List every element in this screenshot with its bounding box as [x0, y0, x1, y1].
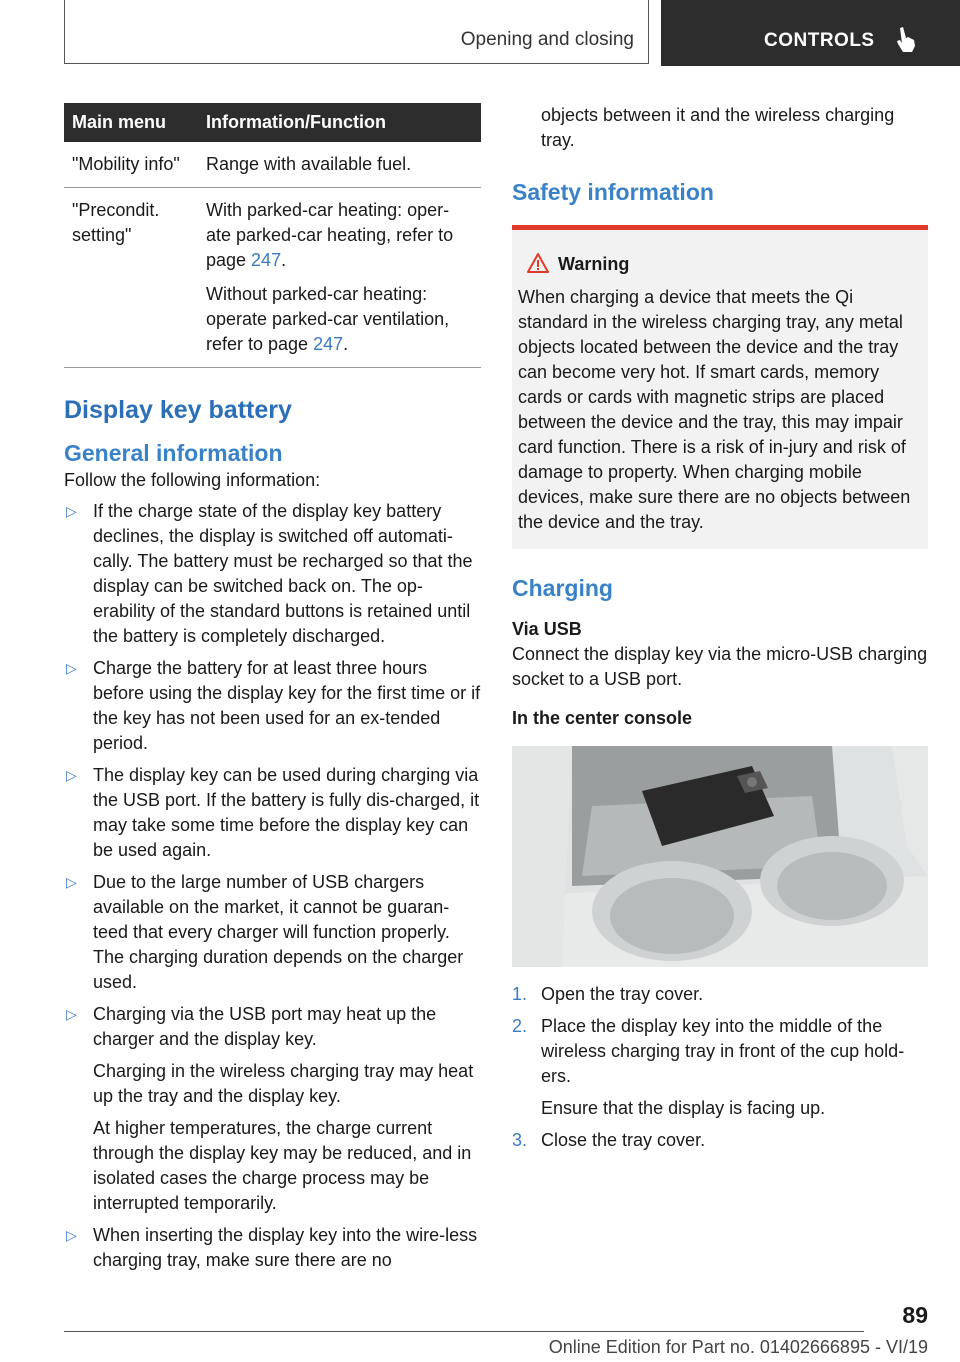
- triangle-bullet-icon: ▷: [66, 503, 77, 519]
- subsection-title-center-console: In the center console: [512, 708, 693, 728]
- list-item: [64, 1002, 481, 1216]
- list-item: [512, 982, 928, 1007]
- table-row: [64, 188, 481, 368]
- right-column: [512, 103, 928, 1160]
- info-text: With parked-car heating: oper-ate parked-car heating, refer to page: [206, 200, 454, 270]
- table-header-information: Information/Function: [198, 103, 481, 142]
- information-list: [64, 499, 481, 1273]
- subsection-title-general-information: General information: [64, 440, 283, 466]
- warning-box: [512, 225, 928, 549]
- step-note: Ensure that the display is facing up.: [541, 1098, 826, 1118]
- header-chapter-box: [661, 0, 960, 66]
- list-item: [64, 1223, 481, 1273]
- menu-line: setting": [72, 225, 132, 245]
- table-cell-info: Range with available fuel.: [198, 142, 481, 188]
- section-title-safety-information: Safety information: [512, 179, 714, 205]
- info-text-end: .: [281, 250, 287, 270]
- warning-triangle-icon: [526, 252, 550, 274]
- table-cell-menu: "Mobility info": [64, 142, 198, 188]
- continuation-text: objects between it and the wireless charging tray.: [541, 105, 895, 150]
- list-item-text: Charge the battery for at least three hours before using the display key for the first time or if the key has not been used for an ex-tended period.: [93, 658, 481, 753]
- list-item: [64, 656, 481, 756]
- warning-title: [518, 252, 920, 277]
- usb-text: Connect the display key via the micro-USB charging socket to a USB port.: [512, 644, 928, 689]
- page-reference-link[interactable]: 247: [251, 250, 282, 270]
- step-number: 3.: [512, 1130, 528, 1150]
- charging-steps-list: [512, 982, 928, 1153]
- menu-table: [64, 103, 481, 368]
- list-item: [64, 499, 481, 649]
- triangle-bullet-icon: ▷: [66, 874, 77, 890]
- hand-pointer-icon: [893, 24, 919, 54]
- list-item-text: Due to the large number of USB chargers available on the market, it cannot be guaran-teed that every charger will function properly. The charging duration depends on the charger used.: [93, 872, 464, 992]
- header-chapter-title: CONTROLS: [764, 30, 875, 51]
- list-item: [512, 1014, 928, 1121]
- intro-text: Follow the following information:: [64, 470, 321, 490]
- section-title-display-key-battery: Display key battery: [64, 396, 292, 424]
- step-text: Place the display key into the middle of the wireless charging tray in front of the cup hold-ers.: [541, 1016, 905, 1086]
- page-number: 89: [902, 1302, 928, 1328]
- header-section-title: Opening and closing: [460, 29, 634, 50]
- triangle-bullet-icon: ▷: [66, 1227, 77, 1243]
- menu-line: "Precondit.: [72, 200, 160, 220]
- table-cell-menu: [64, 188, 198, 368]
- center-console-photo: [512, 746, 928, 967]
- footer-edition: Online Edition for Part no. 01402666895 - VI/19: [548, 1337, 928, 1357]
- list-item-text: If the charge state of the display key battery declines, the display is switched off automati-cally. The battery must be recharged so that the display can be switched back on. The op-erability of the standard buttons is retained until the battery is completely discharged.: [93, 501, 473, 646]
- info-paragraph: [206, 282, 473, 357]
- info-text: Without parked-car heating: operate parked-car ventilation, refer to page: [206, 284, 450, 354]
- triangle-bullet-icon: ▷: [66, 1006, 77, 1022]
- table-cell-info: [198, 188, 481, 368]
- list-item-text: Charging in the wireless charging tray may heat up the tray and the display key.: [93, 1061, 474, 1106]
- section-title-charging: Charging: [512, 575, 613, 601]
- list-item: [512, 1128, 928, 1153]
- footer-divider: [64, 1331, 864, 1332]
- table-header-main-menu: Main menu: [64, 103, 198, 142]
- warning-title-text: Warning: [558, 254, 630, 274]
- subsection-title-via-usb: Via USB: [512, 619, 582, 639]
- list-item-text: When inserting the display key into the wire-less charging tray, make sure there are no: [93, 1225, 478, 1270]
- left-column: [64, 103, 481, 1280]
- table-row: [64, 142, 481, 188]
- header-section-box: [64, 0, 649, 64]
- step-text: Close the tray cover.: [541, 1130, 706, 1150]
- table-header-row: [64, 103, 481, 142]
- page-reference-link[interactable]: 247: [313, 334, 344, 354]
- triangle-bullet-icon: ▷: [66, 660, 77, 676]
- list-item-text: Charging via the USB port may heat up the charger and the display key.: [93, 1004, 437, 1049]
- triangle-bullet-icon: ▷: [66, 767, 77, 783]
- step-text: Open the tray cover.: [541, 984, 704, 1004]
- list-item-text: At higher temperatures, the charge current through the display key may be reduced, and in isolated cases the charge process may be interrupted temporarily.: [93, 1118, 472, 1213]
- info-text-end: .: [343, 334, 349, 354]
- list-item: [64, 870, 481, 995]
- step-number: 2.: [512, 1016, 528, 1036]
- list-item: [64, 763, 481, 863]
- info-paragraph: [206, 198, 473, 273]
- warning-text: When charging a device that meets the Qi standard in the wireless charging tray, any metal objects located between the device and the tray can become very hot. If smart cards, memory cards or cards with magnetic strips are placed between the device and the tray, this may impair card function. There is a risk of in-jury and risk of damage to property. When charging mobile devices, make sure there are no objects between the device and the tray.: [518, 287, 911, 532]
- list-item-text: The display key can be used during charging via the USB port. If the battery is fully dis-charged, it may take some time before the display key can be used again.: [93, 765, 480, 860]
- step-number: 1.: [512, 984, 528, 1004]
